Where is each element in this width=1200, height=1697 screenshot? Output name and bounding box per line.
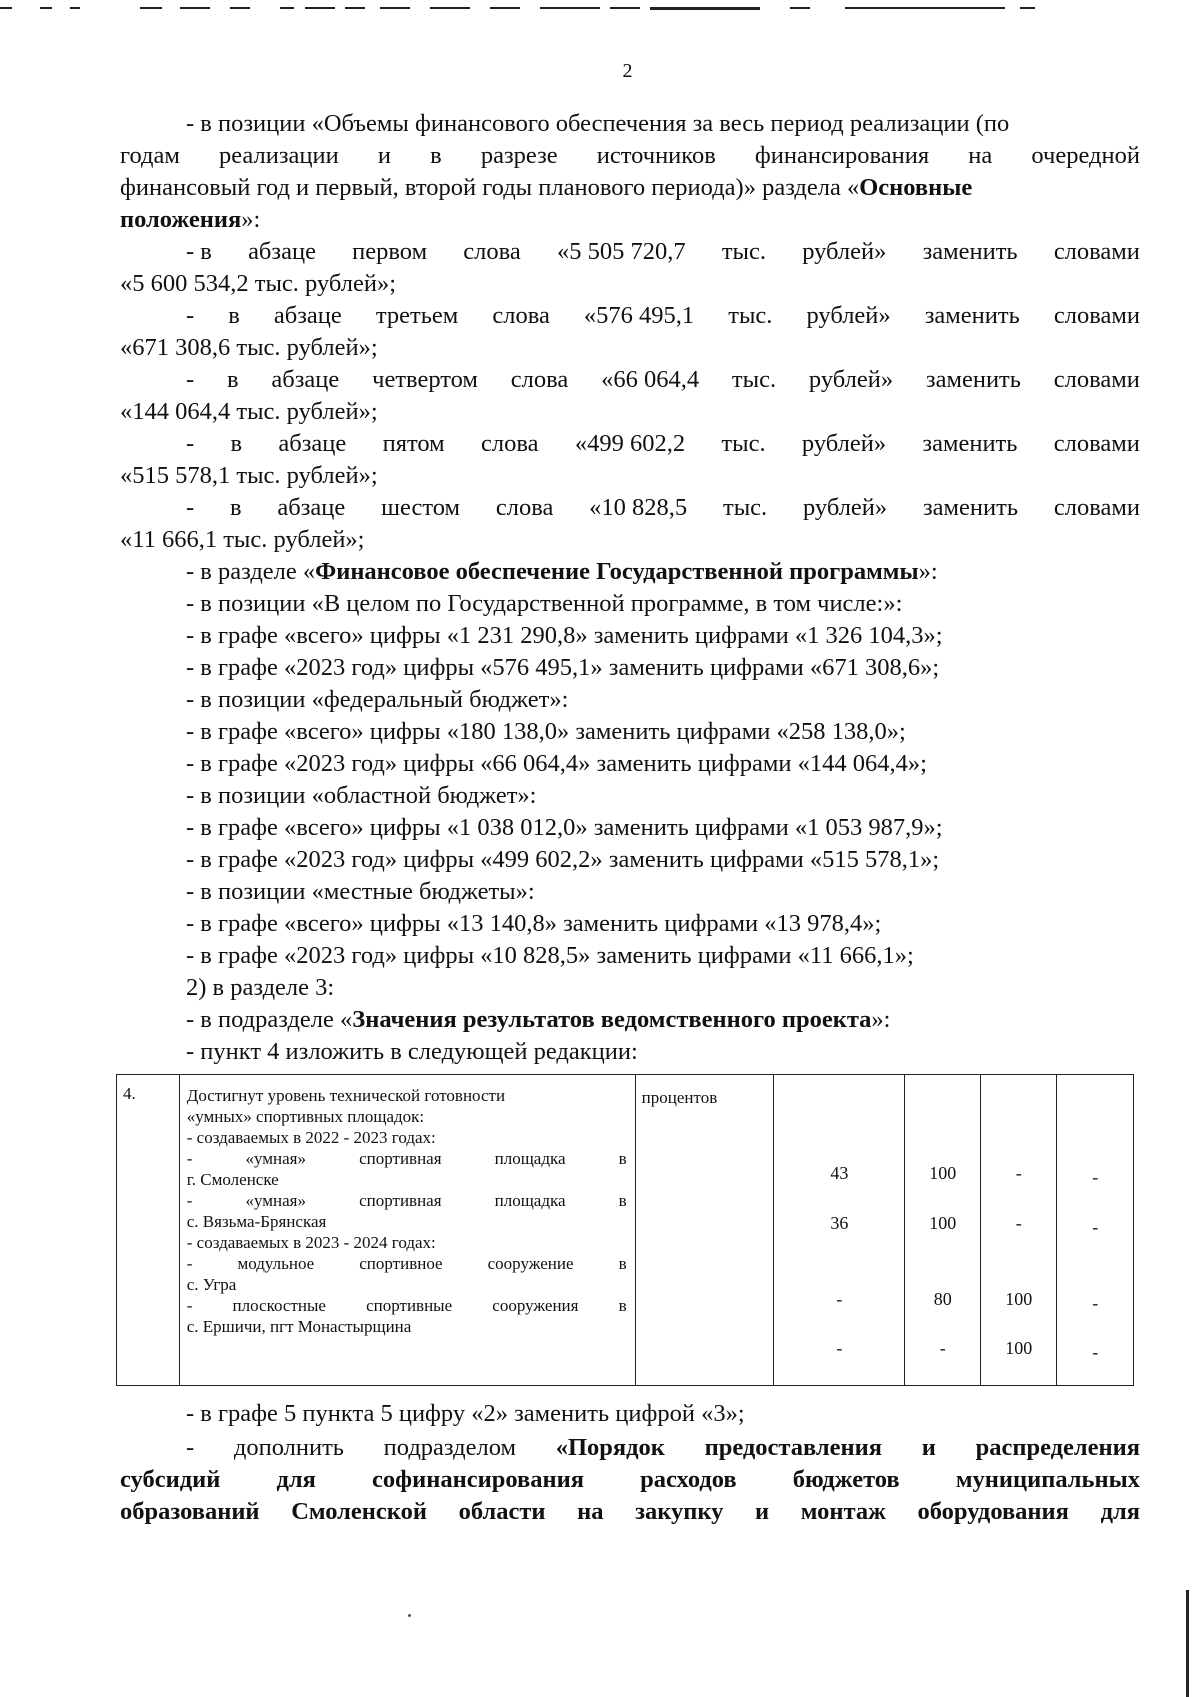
change-line: - в графе «2023 год» цифры «576 495,1» заменить цифрами «671 308,6»; <box>186 654 940 681</box>
table-cell-num: 4. <box>117 1075 180 1386</box>
subsection-heading: - в подразделе «Значения результатов ведомственного проекта»: <box>186 1006 891 1033</box>
table-cell-col-b: 100 100 80 - <box>905 1075 981 1386</box>
change-line: - в графе «2023 год» цифры «66 064,4» заменить цифрами «144 064,4»; <box>186 750 927 777</box>
section-financing: - в разделе «Финансовое обеспечение Государственной программы»: <box>186 558 938 585</box>
punkt-4-line: - пункт 4 изложить в следующей редакции: <box>186 1038 638 1065</box>
intro-line-2: годам реализации и в разрезе источников финансирования на очередной <box>120 142 1140 169</box>
table-row <box>117 1075 1134 1386</box>
grafa-5-line: - в графе 5 пункта 5 цифру «2» заменить цифрой «3»; <box>186 1400 745 1427</box>
scan-speck <box>408 1614 411 1617</box>
table-cell-unit: процентов <box>635 1075 774 1386</box>
change-line: - в позиции «федеральный бюджет»: <box>186 686 569 713</box>
page-number: 2 <box>622 60 633 82</box>
change-line: - в позиции «местные бюджеты»: <box>186 878 535 905</box>
scan-right-edge <box>1186 1590 1189 1697</box>
change-line: - в графе «всего» цифры «1 231 290,8» заменить цифрами «1 326 104,3»; <box>186 622 943 649</box>
change-line: 2) в разделе 3: <box>186 974 335 1001</box>
table-cell-description: Достигнут уровень технической готовности «умных» спортивных площадок: - создаваемых в 2022 - 2023 годах: - «умная» спортивная площадка в г. Смоленске - «умная» спортивная площадка в с. Вязьма-Брянская - создаваемых в 2023 - 2024 годах: - модульное спортивное сооружение в с. Угра - плоскостные спортивные сооружения в с. Ершичи, пгт Монастырщина <box>179 1075 635 1386</box>
abzac-item: - в абзаце шестом слова «10 828,5 тыс. рублей» заменить словами «11 666,1 тыс. рублей»; <box>120 494 1140 553</box>
change-line: - в позиции «областной бюджет»: <box>186 782 537 809</box>
change-line: - в графе «всего» цифры «1 038 012,0» заменить цифрами «1 053 987,9»; <box>186 814 943 841</box>
table-cell-col-a: 43 36 - - <box>774 1075 905 1386</box>
change-line: - в позиции «В целом по Государственной программе, в том числе:»: <box>186 590 903 617</box>
results-table <box>116 1074 1134 1386</box>
change-line: - в графе «2023 год» цифры «10 828,5» заменить цифрами «11 666,1»; <box>186 942 914 969</box>
table-cell-col-c: - - 100 100 <box>980 1075 1057 1386</box>
table-cell-col-d: - - - - <box>1057 1075 1134 1386</box>
change-line: - в графе «2023 год» цифры «499 602,2» заменить цифрами «515 578,1»; <box>186 846 940 873</box>
intro-line-3: финансовый год и первый, второй годы планового периода)» раздела «Основные <box>120 174 973 201</box>
after-table-block <box>120 1398 1140 1528</box>
final-paragraph: - дополнить подразделом «Порядок предоставления и распределения субсидий для софинансирования расходов бюджетов муниципальных образований Смоленской области на закупку и монтаж оборудования для <box>120 1434 1140 1525</box>
scan-top-marks <box>0 0 1200 12</box>
abzac-item: - в абзаце первом слова «5 505 720,7 тыс. рублей» заменить словами «5 600 534,2 тыс. рублей»; <box>120 238 1140 297</box>
change-line: - в графе «всего» цифры «180 138,0» заменить цифрами «258 138,0»; <box>186 718 906 745</box>
change-line: - в графе «всего» цифры «13 140,8» заменить цифрами «13 978,4»; <box>186 910 882 937</box>
document-body <box>120 108 1140 1068</box>
abzac-item: - в абзаце четвертом слова «66 064,4 тыс. рублей» заменить словами «144 064,4 тыс. рублей»; <box>120 366 1140 425</box>
abzac-item: - в абзаце третьем слова «576 495,1 тыс. рублей» заменить словами «671 308,6 тыс. рублей»; <box>120 302 1140 361</box>
intro-line-4: положения»: <box>120 206 261 233</box>
intro-line-1: - в позиции «Объемы финансового обеспечения за весь период реализации (по <box>186 110 1010 137</box>
abzac-item: - в абзаце пятом слова «499 602,2 тыс. рублей» заменить словами «515 578,1 тыс. рублей»; <box>120 430 1140 489</box>
